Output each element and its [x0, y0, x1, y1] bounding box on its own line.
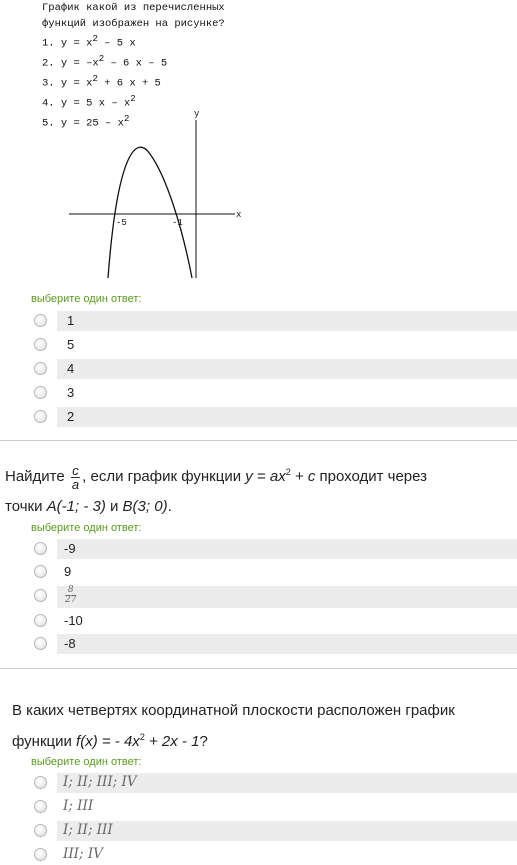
- question-text: , если график функции: [82, 468, 246, 485]
- radio-button[interactable]: [34, 338, 47, 351]
- answer-prompt: выберите один ответ:: [31, 522, 142, 534]
- answer-option[interactable]: [0, 383, 517, 403]
- option-label: 4: [67, 361, 75, 376]
- tick-label-neg1: -1: [172, 218, 183, 228]
- question-1-line: функций изображен на рисунке?: [42, 17, 225, 30]
- option-band: [57, 539, 517, 559]
- function-formula: y = 25 – x: [60, 117, 124, 130]
- formula-tail: + 2x - 1: [144, 733, 200, 750]
- radio-button[interactable]: [34, 410, 47, 423]
- answer-option[interactable]: [0, 311, 517, 331]
- option-label: [65, 586, 76, 605]
- question-divider: [0, 440, 517, 441]
- answer-option[interactable]: [0, 797, 517, 817]
- option-label: -10: [64, 613, 83, 628]
- function-number: 5.: [42, 117, 55, 130]
- option-band: [57, 311, 517, 331]
- function-option-3: [42, 72, 342, 92]
- function-number: 2.: [42, 57, 55, 70]
- option-band: [57, 335, 517, 355]
- exponent: 2: [92, 34, 98, 44]
- question-3-line-1: В каких четвертях координатной плоскости расположен график: [12, 702, 455, 719]
- question-text: проходит через: [315, 468, 428, 485]
- option-band: [57, 383, 517, 403]
- answer-option[interactable]: [0, 359, 517, 379]
- exponent: 2: [130, 94, 136, 104]
- option-label: I; II; III; IV: [63, 774, 137, 790]
- function-number: 4.: [42, 97, 55, 110]
- radio-button[interactable]: [34, 637, 47, 650]
- option-label: 3: [67, 385, 75, 400]
- point-a: A(-1; - 3): [46, 498, 106, 515]
- option-band: [57, 562, 517, 582]
- answer-option[interactable]: [0, 845, 517, 865]
- function-option-1: [42, 32, 342, 52]
- exponent: 2: [98, 54, 105, 64]
- radio-button[interactable]: [34, 776, 47, 789]
- function-formula-tail: – 6 x – 5: [104, 57, 168, 70]
- option-label: -9: [64, 541, 76, 556]
- option-band: [57, 407, 517, 427]
- option-label: 2: [67, 409, 75, 424]
- radio-button[interactable]: [34, 542, 47, 555]
- question-3-line-2: [12, 724, 455, 755]
- radio-button[interactable]: [34, 800, 47, 813]
- answer-option[interactable]: [0, 611, 517, 631]
- function-formula: y = x: [60, 77, 93, 90]
- exponent: 2: [123, 114, 130, 124]
- radio-button[interactable]: [34, 314, 47, 327]
- option-label: -8: [64, 636, 76, 651]
- option-band: [57, 797, 517, 817]
- function-formula-tail: – 5 x: [97, 37, 136, 50]
- option-band: [57, 821, 517, 841]
- option-label: 1: [67, 313, 75, 328]
- formula: f(x) = - 4x: [76, 733, 140, 750]
- answer-prompt: выберите один ответ:: [31, 293, 142, 305]
- radio-button[interactable]: [34, 614, 47, 627]
- fraction-denominator: 27: [65, 595, 77, 605]
- answer-option[interactable]: [0, 539, 517, 559]
- answer-option[interactable]: [0, 773, 517, 793]
- function-number: 1.: [42, 37, 55, 50]
- question-text: функции: [12, 733, 77, 750]
- option-band: [57, 611, 517, 631]
- fraction-denominator: a: [71, 476, 80, 492]
- function-option-2: [42, 52, 342, 72]
- question-text: ?: [199, 733, 208, 750]
- question-2-line-2: [5, 497, 172, 517]
- option-label: III; IV: [63, 846, 103, 862]
- question-1-line: График какой из перечисленных: [42, 2, 225, 14]
- option-label: 5: [67, 337, 75, 352]
- fraction-option: [65, 586, 76, 605]
- point-b: B(3; 0): [122, 498, 168, 515]
- question-text: и: [105, 498, 123, 515]
- option-label: 9: [64, 564, 72, 579]
- answer-prompt: выберите один ответ:: [31, 756, 142, 768]
- function-formula: y = –x: [60, 57, 99, 70]
- option-band: [57, 845, 517, 865]
- fraction: [71, 464, 80, 491]
- radio-button[interactable]: [34, 589, 47, 602]
- radio-button[interactable]: [34, 565, 47, 578]
- answer-option[interactable]: [0, 335, 517, 355]
- question-divider: [0, 668, 517, 669]
- option-band: [57, 586, 517, 608]
- function-formula-tail: + 6 x + 5: [97, 77, 161, 90]
- option-label: I; III: [63, 798, 94, 814]
- answer-option[interactable]: [0, 586, 517, 608]
- parabola-graph: [60, 106, 260, 282]
- question-text: точки: [5, 498, 47, 515]
- exponent: 2: [139, 732, 145, 742]
- answer-option[interactable]: [0, 562, 517, 582]
- radio-button[interactable]: [34, 848, 47, 861]
- option-band: [57, 359, 517, 379]
- function-formula: y = 5 x – x: [60, 97, 131, 110]
- question-text: .: [167, 498, 172, 515]
- formula-tail: + c: [290, 468, 316, 485]
- function-formula: y = x: [60, 37, 93, 50]
- fraction-numerator: c: [72, 462, 79, 478]
- tick-label-neg5: -5: [116, 218, 127, 228]
- fraction-numerator: 8: [65, 586, 76, 596]
- radio-button[interactable]: [34, 386, 47, 399]
- x-axis-label: x: [236, 210, 242, 220]
- exponent: 2: [285, 467, 291, 477]
- question-3-text: [12, 698, 455, 755]
- y-axis-label: y: [194, 109, 200, 119]
- parabola-curve: [108, 147, 192, 278]
- radio-button[interactable]: [34, 824, 47, 837]
- answer-option[interactable]: [0, 407, 517, 427]
- question-text: Найдите: [5, 468, 69, 485]
- option-label: I; II; III: [63, 822, 113, 838]
- question-2-line-1: [5, 462, 427, 491]
- answer-option[interactable]: [0, 821, 517, 841]
- formula: y = ax: [245, 468, 286, 485]
- exponent: 2: [92, 74, 98, 84]
- option-band: [57, 634, 517, 654]
- radio-button[interactable]: [34, 362, 47, 375]
- answer-option[interactable]: [0, 634, 517, 654]
- function-number: 3.: [42, 77, 55, 90]
